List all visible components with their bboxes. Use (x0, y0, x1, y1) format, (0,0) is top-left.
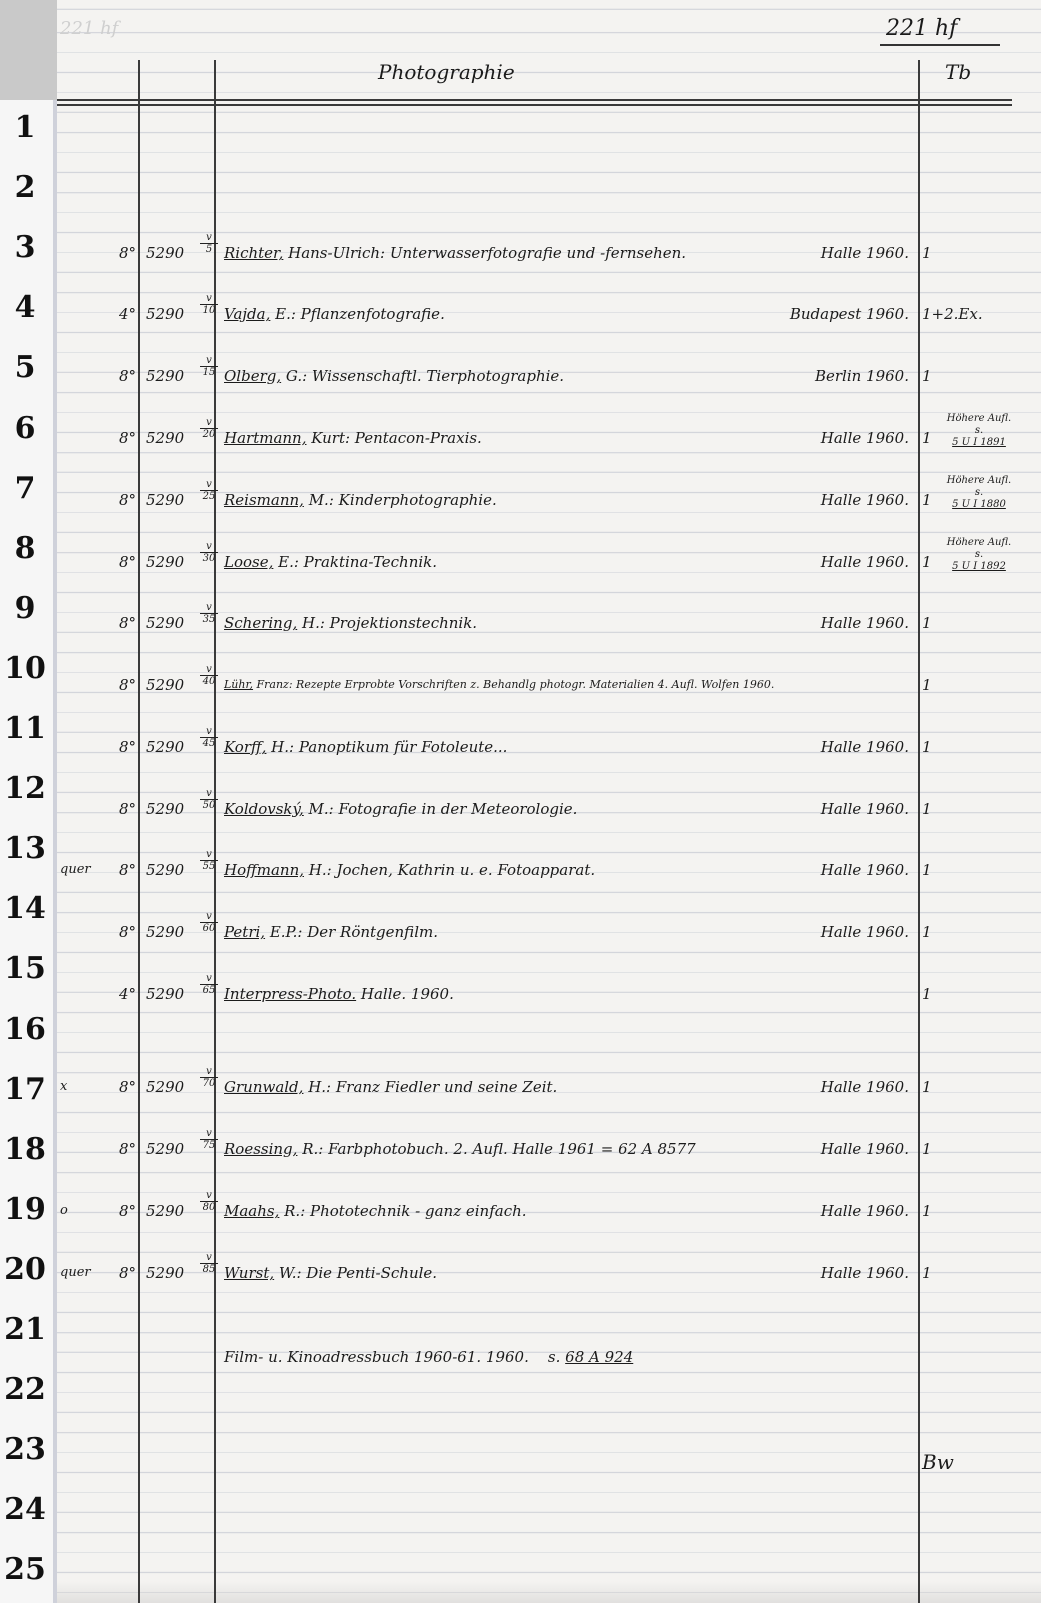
row-title: R.: Farbphotobuch. 2. Aufl. Halle 1961 = 62 A 8577 (297, 1140, 696, 1158)
row-call-sub-v: v (200, 602, 218, 614)
row-call-sub-v: v (200, 973, 218, 985)
line-number: 25 (4, 1552, 46, 1588)
row-call-sub (200, 973, 218, 996)
page-number: 221 hf (886, 16, 958, 41)
line-number: 23 (4, 1432, 46, 1468)
row-place: Halle 1960. (820, 244, 909, 262)
row-place: Budapest 1960. (789, 305, 909, 323)
row-call-sub-v: v (200, 849, 218, 861)
row-author: Wurst, (224, 1264, 275, 1282)
row-format: 8° (118, 1140, 136, 1158)
row-call-sub-v: v (200, 293, 218, 305)
row-call-number: 5290 (146, 676, 185, 694)
row-format: 8° (118, 244, 136, 262)
row-format: 4° (118, 305, 136, 323)
row-note: x (60, 1079, 68, 1094)
row-entry (224, 551, 437, 573)
row-call-sub (200, 726, 218, 749)
row-author: Grunwald, (224, 1078, 304, 1096)
line-number: 12 (4, 771, 46, 807)
row-remark-ref: 5 U I 1891 (952, 437, 1006, 448)
row-author: Maahs, (224, 1202, 280, 1220)
table-row (0, 602, 1041, 642)
row-count: 1 (922, 1264, 932, 1282)
row-call-number: 5290 (146, 985, 185, 1003)
row-title: H.: Projektionstechnik. (297, 614, 478, 632)
table-row (0, 232, 1041, 272)
row-entry (224, 489, 497, 511)
row-call-sub-v: v (200, 1252, 218, 1264)
row-format: 8° (118, 429, 136, 447)
row-entry (224, 1138, 696, 1160)
row-call-sub-number: 80 (202, 1202, 216, 1213)
column-tb-label: Tb (945, 60, 972, 84)
row-format: 4° (118, 985, 136, 1003)
row-author: Richter, (224, 244, 284, 262)
line-number: 13 (4, 831, 46, 867)
row-call-sub-v: v (200, 1066, 218, 1078)
row-call-sub-number: 60 (202, 923, 216, 934)
footer-entry-ref: 68 A 924 (565, 1348, 634, 1366)
row-call-number: 5290 (146, 1202, 185, 1220)
row-count: 1 (922, 1202, 932, 1220)
row-author: Korff, (224, 738, 267, 756)
row-call-sub-number: 25 (202, 491, 216, 502)
row-call-number: 5290 (146, 429, 185, 447)
row-entry (224, 674, 774, 696)
footer-entry-text: Film- u. Kinoadressbuch 1960-61. 1960. s. 68 A 924 (224, 1348, 634, 1366)
row-call-sub-number: 75 (202, 1140, 216, 1151)
row-call-number: 5290 (146, 1264, 185, 1282)
row-remark (944, 537, 1014, 573)
row-format: 8° (118, 861, 136, 879)
row-entry (224, 798, 577, 820)
row-call-number: 5290 (146, 800, 185, 818)
line-number: 20 (4, 1251, 46, 1287)
row-entry (224, 921, 438, 943)
row-count: 1 (922, 614, 932, 632)
row-call-sub-number: 45 (202, 738, 216, 749)
signature: Bw (922, 1450, 954, 1474)
row-count: 1 (922, 429, 932, 447)
row-entry (224, 859, 595, 881)
row-count: 1 (922, 1078, 932, 1096)
row-call-sub-v: v (200, 726, 218, 738)
row-place: Halle 1960. (820, 800, 909, 818)
header-rule-bottom (57, 104, 1012, 106)
row-call-sub (200, 541, 218, 564)
row-call-sub (200, 1190, 218, 1213)
row-call-sub (200, 788, 218, 811)
row-count: 1 (922, 861, 932, 879)
row-count: 1 (922, 800, 932, 818)
row-entry (224, 736, 507, 758)
line-number: 6 (14, 410, 36, 446)
row-call-sub-number: 85 (202, 1264, 216, 1275)
line-number: 5 (14, 350, 36, 386)
row-author: Roessing, (224, 1140, 298, 1158)
row-note: quer (60, 862, 91, 877)
row-title: Hans-Ulrich: Unterwasserfotografie und -fernsehen. (283, 244, 687, 262)
row-title: H.: Panoptikum für Fotoleute... (266, 738, 508, 756)
row-format: 8° (118, 676, 136, 694)
row-call-number: 5290 (146, 553, 185, 571)
table-row (0, 1190, 1041, 1230)
row-call-sub-v: v (200, 911, 218, 923)
line-number: 19 (4, 1191, 46, 1227)
row-entry (224, 1200, 527, 1222)
row-count: 1 (922, 738, 932, 756)
row-title: E.: Pflanzenfotografie. (270, 305, 445, 323)
row-author: Hartmann, (224, 429, 307, 447)
row-place: Halle 1960. (820, 1078, 909, 1096)
row-count: 1 (922, 1140, 932, 1158)
table-row (0, 293, 1041, 333)
row-author: Reismann, (224, 491, 304, 509)
row-remark (944, 413, 1014, 449)
line-number: 24 (4, 1492, 46, 1528)
line-number: 11 (4, 711, 46, 746)
row-title: H.: Franz Fiedler und seine Zeit. (303, 1078, 558, 1096)
row-call-number: 5290 (146, 491, 185, 509)
row-call-sub (200, 417, 218, 440)
row-author: Petri, (224, 923, 266, 941)
row-call-sub-number: 15 (202, 367, 216, 378)
table-row (0, 973, 1041, 1013)
row-call-sub (200, 1128, 218, 1151)
row-title: E.P.: Der Röntgenfilm. (265, 923, 438, 941)
row-entry (224, 1262, 437, 1284)
row-title: Halle. 1960. (356, 985, 454, 1003)
row-author: Olberg, (224, 367, 282, 385)
row-call-sub-v: v (200, 788, 218, 800)
line-number: 10 (4, 650, 46, 686)
row-call-sub-number: 50 (202, 800, 216, 811)
line-number: 4 (14, 290, 36, 326)
row-call-number: 5290 (146, 923, 185, 941)
table-row (0, 537, 1041, 581)
row-call-number: 5290 (146, 614, 185, 632)
row-entry (224, 427, 482, 449)
row-call-sub-number: 5 (205, 244, 213, 255)
row-count: 1 (922, 676, 932, 694)
row-call-sub (200, 293, 218, 316)
line-number: 17 (4, 1071, 46, 1107)
page-title: Photographie (378, 60, 515, 84)
row-call-sub-number: 10 (202, 305, 216, 316)
row-call-sub-number: 20 (202, 429, 216, 440)
row-call-sub (200, 849, 218, 872)
row-title: E.: Praktina-Technik. (273, 553, 438, 571)
row-place: Halle 1960. (820, 738, 909, 756)
row-remark-ref: 5 U I 1892 (952, 561, 1006, 572)
row-call-number: 5290 (146, 738, 185, 756)
row-entry (224, 303, 445, 325)
row-title: R.: Phototechnik - ganz einfach. (279, 1202, 527, 1220)
row-entry (224, 1076, 557, 1098)
row-call-sub-v: v (200, 417, 218, 429)
row-call-sub-v: v (200, 541, 218, 553)
row-place: Halle 1960. (820, 491, 909, 509)
line-number: 18 (4, 1131, 46, 1167)
table-row (0, 911, 1041, 951)
row-title: M.: Kinderphotographie. (303, 491, 497, 509)
top-corner-strip (0, 0, 57, 100)
row-call-number: 5290 (146, 1140, 185, 1158)
page-number-underline (880, 44, 1000, 46)
row-call-sub-number: 65 (202, 985, 216, 996)
row-place: Halle 1960. (820, 923, 909, 941)
line-number: 9 (14, 590, 36, 626)
table-row (0, 475, 1041, 519)
row-title: M.: Fotografie in der Meteorologie. (303, 800, 578, 818)
row-format: 8° (118, 491, 136, 509)
row-format: 8° (118, 800, 136, 818)
line-number: 15 (4, 951, 46, 987)
row-count: 1 (922, 491, 932, 509)
row-count: 1+2.Ex. (922, 305, 983, 323)
row-remark-note: Höhere Aufl. s. (946, 413, 1012, 436)
line-number: 14 (4, 891, 46, 927)
row-place: Halle 1960. (820, 1140, 909, 1158)
line-number: 22 (4, 1372, 46, 1408)
row-call-sub (200, 602, 218, 625)
row-count: 1 (922, 985, 932, 1003)
row-call-number: 5290 (146, 244, 185, 262)
row-call-sub-number: 70 (202, 1078, 216, 1089)
row-format: 8° (118, 1202, 136, 1220)
row-remark (944, 475, 1014, 511)
row-title: Franz: Rezepte Erprobte Vorschriften z. Behandlg photogr. Materialien 4. Aufl. Wolfen 1960. (253, 678, 775, 691)
row-author: Vajda, (224, 305, 271, 323)
row-call-number: 5290 (146, 367, 185, 385)
row-entry (224, 983, 454, 1005)
row-place: Halle 1960. (820, 429, 909, 447)
row-entry (224, 242, 686, 264)
row-call-sub-number: 30 (202, 553, 216, 564)
row-format: 8° (118, 1078, 136, 1096)
line-number: 1 (14, 110, 36, 145)
row-author: Loose, (224, 553, 274, 571)
row-call-sub (200, 1252, 218, 1275)
row-place: Halle 1960. (820, 1202, 909, 1220)
line-number: 16 (4, 1011, 46, 1047)
row-entry (224, 612, 477, 634)
row-call-number: 5290 (146, 1078, 185, 1096)
row-format: 8° (118, 367, 136, 385)
row-note: o (60, 1203, 68, 1218)
row-call-number: 5290 (146, 861, 185, 879)
row-note: quer (60, 1265, 91, 1280)
row-author: Lühr, (224, 678, 254, 691)
row-format: 8° (118, 553, 136, 571)
row-call-sub (200, 1066, 218, 1089)
row-call-sub-v: v (200, 1128, 218, 1140)
row-entry (224, 365, 564, 387)
table-row (0, 1252, 1041, 1292)
row-title: Kurt: Pentacon-Praxis. (306, 429, 482, 447)
row-remark-note: Höhere Aufl. s. (946, 475, 1012, 498)
line-number: 8 (14, 530, 36, 566)
row-call-sub (200, 479, 218, 502)
row-title: G.: Wissenschaftl. Tierphotographie. (281, 367, 565, 385)
row-count: 1 (922, 244, 932, 262)
row-call-sub (200, 664, 218, 687)
row-place: Halle 1960. (820, 553, 909, 571)
row-place: Berlin 1960. (814, 367, 909, 385)
table-row (0, 1128, 1041, 1168)
row-call-sub-v: v (200, 664, 218, 676)
row-remark-ref: 5 U I 1880 (952, 499, 1006, 510)
row-place: Halle 1960. (820, 1264, 909, 1282)
row-call-number: 5290 (146, 305, 185, 323)
row-place: Halle 1960. (820, 861, 909, 879)
row-author: Koldovský, (224, 800, 304, 818)
row-call-sub (200, 911, 218, 934)
row-title: W.: Die Penti-Schule. (274, 1264, 438, 1282)
row-count: 1 (922, 367, 932, 385)
row-call-sub-v: v (200, 355, 218, 367)
row-format: 8° (118, 738, 136, 756)
row-format: 8° (118, 923, 136, 941)
row-remark-note: Höhere Aufl. s. (946, 537, 1012, 560)
row-count: 1 (922, 923, 932, 941)
row-place: Halle 1960. (820, 614, 909, 632)
row-count: 1 (922, 553, 932, 571)
row-author: Hoffmann, (224, 861, 304, 879)
row-format: 8° (118, 614, 136, 632)
header-rule-top (57, 99, 1012, 101)
row-call-sub-number: 35 (202, 614, 216, 625)
table-row (0, 413, 1041, 457)
row-call-sub-number: 55 (202, 861, 216, 872)
row-author: Schering, (224, 614, 298, 632)
row-format: 8° (118, 1264, 136, 1282)
row-call-sub-number: 40 (202, 676, 216, 687)
row-call-sub-v: v (200, 232, 218, 244)
line-number: 2 (14, 170, 36, 206)
row-call-sub (200, 232, 218, 255)
row-call-sub-v: v (200, 479, 218, 491)
row-author: Interpress-Photo. (224, 985, 357, 1003)
footer-entry (0, 1346, 1041, 1376)
page-shadow (57, 1581, 1041, 1603)
line-number: 3 (14, 230, 36, 266)
faint-stamp: 221 hf (60, 18, 119, 39)
line-number: 21 (4, 1312, 46, 1347)
line-number: 7 (14, 470, 36, 506)
table-row (0, 1066, 1041, 1107)
row-call-sub (200, 355, 218, 378)
table-row (0, 355, 1041, 395)
row-title: H.: Jochen, Kathrin u. e. Fotoapparat. (304, 861, 596, 879)
row-call-sub-v: v (200, 1190, 218, 1202)
